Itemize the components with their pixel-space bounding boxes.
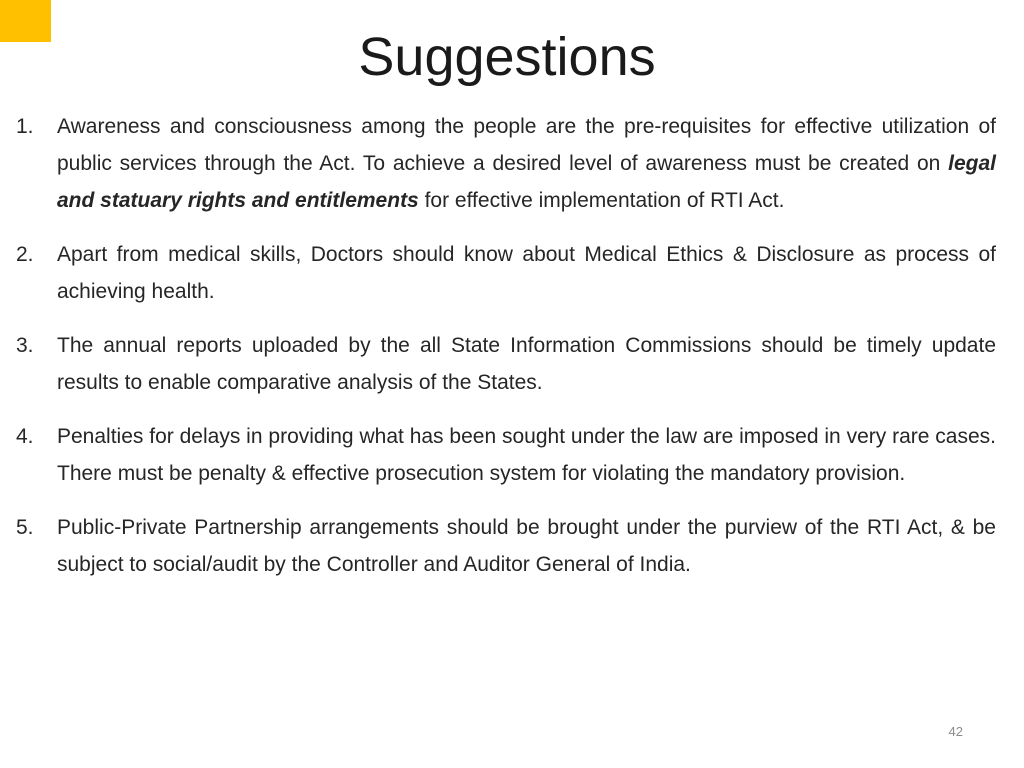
list-item: [16, 236, 996, 310]
item-number: 2.: [16, 243, 34, 266]
page-number: 42: [948, 724, 963, 739]
item-text: [57, 108, 996, 219]
item-text: The annual reports uploaded by the all State Information Commissions should be timely update results to enable comparative analysis of the States.: [57, 334, 996, 394]
list-item: [16, 418, 996, 492]
item-number: 5.: [16, 516, 34, 539]
item-text: Apart from medical skills, Doctors should know about Medical Ethics & Disclosure as process of achieving health.: [57, 243, 996, 303]
item-text-start: Awareness and consciousness among the people are the pre-requisites for effective utilization of public services through the Act. To achieve a desired level of awareness must be created on: [57, 115, 996, 175]
item-text-emphasis: legal and statuary rights and entitlements: [57, 152, 996, 212]
slide-title: Suggestions: [358, 27, 656, 87]
item-number: 4.: [16, 425, 34, 448]
item-number: 3.: [16, 334, 34, 357]
item-text: Penalties for delays in providing what has been sought under the law are imposed in very rare cases. There must be penalty & effective prosecution system for violating the mandatory provision.: [57, 425, 996, 485]
list-item: [16, 327, 996, 401]
list-item: [16, 108, 996, 219]
item-text-end: for effective implementation of RTI Act.: [418, 189, 785, 212]
suggestions-list: [16, 108, 996, 600]
item-text: Public-Private Partnership arrangements should be brought under the purview of the RTI Act, & be subject to social/audit by the Controller and Auditor General of India.: [57, 516, 996, 576]
list-item: [16, 509, 996, 583]
item-number: 1.: [16, 115, 34, 138]
